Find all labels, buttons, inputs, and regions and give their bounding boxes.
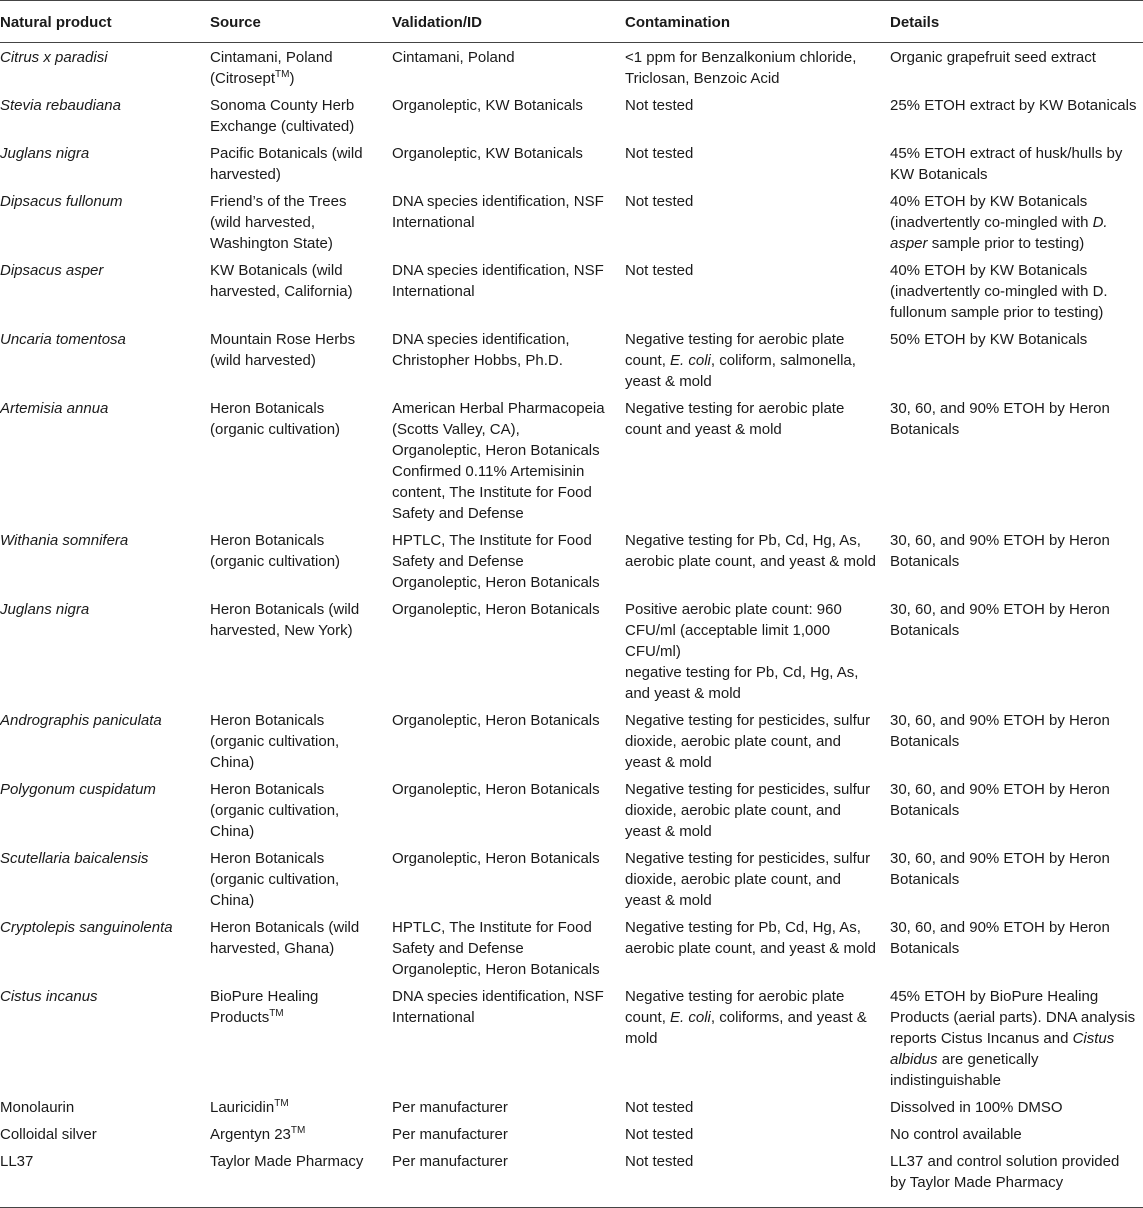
cell-details	[884, 43, 1143, 92]
details-italic: D. asper	[890, 214, 1108, 252]
contamination-text: <1 ppm for Benzalkonium chloride, Triclosan, Benzoic Acid	[625, 49, 857, 87]
cell-natural-product	[0, 982, 204, 1093]
source-text: Heron Botanicals (wild harvested, Ghana)	[210, 919, 360, 957]
source-text: Taylor Made Pharmacy	[210, 1153, 364, 1170]
cell-contamination	[619, 1147, 884, 1208]
cell-natural-product	[0, 1120, 204, 1147]
cell-details	[884, 913, 1143, 982]
cell-natural-product	[0, 256, 204, 325]
details-text: 50% ETOH by KW Botanicals	[890, 331, 1088, 348]
details-text: 40% ETOH by KW Botanicals (inadvertently co-mingled with	[890, 193, 1093, 231]
table-row	[0, 595, 1143, 706]
table-body	[0, 43, 1143, 1208]
cell-natural-product	[0, 913, 204, 982]
source-text: Cintamani, Poland (Citrosept	[210, 49, 333, 87]
cell-contamination	[619, 187, 884, 256]
details-text-after: sample prior to testing)	[927, 235, 1085, 252]
cell-source	[204, 595, 386, 706]
product-name: Juglans nigra	[0, 601, 90, 618]
cell-source	[204, 1120, 386, 1147]
cell-details	[884, 187, 1143, 256]
product-name: Cistus incanus	[0, 988, 98, 1005]
header-source: Source	[204, 1, 386, 43]
cell-validation	[386, 1093, 619, 1120]
cell-contamination	[619, 91, 884, 139]
cell-details	[884, 91, 1143, 139]
cell-source	[204, 844, 386, 913]
source-text: Heron Botanicals (organic cultivation)	[210, 400, 341, 438]
cell-details	[884, 1120, 1143, 1147]
product-name: Andrographis paniculata	[0, 712, 162, 729]
contamination-text: Negative testing for aerobic plate count,	[625, 988, 845, 1026]
cell-validation	[386, 43, 619, 92]
contamination-text: Not tested	[625, 262, 694, 279]
details-text: 30, 60, and 90% ETOH by Heron Botanicals	[890, 781, 1110, 819]
cell-contamination	[619, 394, 884, 526]
source-text: Sonoma County Herb Exchange (cultivated)	[210, 97, 355, 135]
cell-natural-product	[0, 526, 204, 595]
cell-source	[204, 139, 386, 187]
cell-contamination	[619, 844, 884, 913]
table-row	[0, 982, 1143, 1093]
cell-source	[204, 1093, 386, 1120]
product-name: Withania somnifera	[0, 532, 129, 549]
cell-contamination	[619, 982, 884, 1093]
header-contamination: Contamination	[619, 1, 884, 43]
product-name: LL37	[0, 1153, 34, 1170]
cell-natural-product	[0, 1093, 204, 1120]
cell-source	[204, 706, 386, 775]
cell-details	[884, 595, 1143, 706]
source-text: Heron Botanicals (organic cultivation, China)	[210, 781, 340, 840]
table-row	[0, 139, 1143, 187]
cell-validation	[386, 394, 619, 526]
cell-source	[204, 394, 386, 526]
contamination-text: Negative testing for pesticides, sulfur dioxide, aerobic plate count, and yeast & mold	[625, 712, 871, 771]
contamination-text: Negative testing for Pb, Cd, Hg, As, aerobic plate count, and yeast & mold	[625, 532, 876, 570]
product-name: Dipsacus asper	[0, 262, 104, 279]
contamination-text: Positive aerobic plate count: 960 CFU/ml (acceptable limit 1,000 CFU/ml)	[625, 601, 842, 660]
validation-text-2: Organoleptic, Heron Botanicals	[392, 574, 600, 591]
cell-validation	[386, 91, 619, 139]
source-text: Heron Botanicals (organic cultivation)	[210, 532, 341, 570]
table-row	[0, 706, 1143, 775]
details-text: No control available	[890, 1126, 1022, 1143]
cell-validation	[386, 982, 619, 1093]
cell-natural-product	[0, 91, 204, 139]
validation-text: DNA species identification, NSF International	[392, 988, 604, 1026]
cell-details	[884, 706, 1143, 775]
cell-contamination	[619, 526, 884, 595]
cell-source	[204, 775, 386, 844]
cell-contamination	[619, 43, 884, 92]
contamination-text: Negative testing for aerobic plate count and yeast & mold	[625, 400, 845, 438]
cell-validation	[386, 256, 619, 325]
cell-details	[884, 139, 1143, 187]
cell-contamination	[619, 139, 884, 187]
contamination-italic: E. coli	[670, 1009, 711, 1026]
validation-text: American Herbal Pharmacopeia (Scotts Valley, CA), Organoleptic, Heron Botanicals	[392, 400, 605, 459]
validation-text: HPTLC, The Institute for Food Safety and Defense	[392, 532, 592, 570]
cell-contamination	[619, 913, 884, 982]
details-text: Organic grapefruit seed extract	[890, 49, 1096, 66]
source-text: Heron Botanicals (organic cultivation, China)	[210, 850, 340, 909]
cell-details	[884, 982, 1143, 1093]
product-name: Scutellaria baicalensis	[0, 850, 149, 867]
product-name: Monolaurin	[0, 1099, 75, 1116]
validation-text-2: Organoleptic, Heron Botanicals	[392, 961, 600, 978]
details-text: 30, 60, and 90% ETOH by Heron Botanicals	[890, 712, 1110, 750]
cell-natural-product	[0, 844, 204, 913]
validation-text: Cintamani, Poland	[392, 49, 515, 66]
details-text-after: are genetically indistinguishable	[890, 1051, 1039, 1089]
cell-validation	[386, 775, 619, 844]
contamination-italic: E. coli	[670, 352, 711, 369]
cell-validation	[386, 913, 619, 982]
source-text: Pacific Botanicals (wild harvested)	[210, 145, 363, 183]
cell-source	[204, 256, 386, 325]
details-text: 30, 60, and 90% ETOH by Heron Botanicals	[890, 850, 1110, 888]
cell-natural-product	[0, 394, 204, 526]
table-row	[0, 394, 1143, 526]
details-text: LL37 and control solution provided by Taylor Made Pharmacy	[890, 1153, 1120, 1191]
cell-details	[884, 325, 1143, 394]
validation-text: Per manufacturer	[392, 1153, 508, 1170]
details-text: 30, 60, and 90% ETOH by Heron Botanicals	[890, 532, 1110, 570]
cell-natural-product	[0, 706, 204, 775]
contamination-text: Not tested	[625, 97, 694, 114]
product-name: Stevia rebaudiana	[0, 97, 121, 114]
details-text: 25% ETOH extract by KW Botanicals	[890, 97, 1137, 114]
source-text: Heron Botanicals (organic cultivation, China)	[210, 712, 340, 771]
cell-source	[204, 187, 386, 256]
validation-text: Per manufacturer	[392, 1099, 508, 1116]
cell-natural-product	[0, 187, 204, 256]
cell-natural-product	[0, 43, 204, 92]
contamination-text: Negative testing for Pb, Cd, Hg, As, aerobic plate count, and yeast & mold	[625, 919, 876, 957]
cell-details	[884, 1147, 1143, 1208]
cell-natural-product	[0, 139, 204, 187]
table-row	[0, 1093, 1143, 1120]
contamination-text: Not tested	[625, 1153, 694, 1170]
cell-validation	[386, 325, 619, 394]
product-name: Artemisia annua	[0, 400, 109, 417]
cell-validation	[386, 187, 619, 256]
source-text: Lauricidin	[210, 1099, 275, 1116]
cell-source	[204, 526, 386, 595]
contamination-text: Not tested	[625, 1099, 694, 1116]
contamination-text-after: , coliforms, and yeast & mold	[625, 1009, 867, 1047]
product-name: Polygonum cuspidatum	[0, 781, 156, 798]
cell-contamination	[619, 595, 884, 706]
table-row	[0, 1120, 1143, 1147]
product-name: Citrus x paradisi	[0, 49, 108, 66]
source-text: KW Botanicals (wild harvested, California)	[210, 262, 353, 300]
cell-details	[884, 394, 1143, 526]
table-row	[0, 1147, 1143, 1208]
cell-validation	[386, 1120, 619, 1147]
contamination-text-2: negative testing for Pb, Cd, Hg, As, and yeast & mold	[625, 664, 859, 702]
cell-contamination	[619, 706, 884, 775]
source-text: BioPure Healing Products	[210, 988, 319, 1026]
product-name: Dipsacus fullonum	[0, 193, 123, 210]
cell-details	[884, 256, 1143, 325]
header-details: Details	[884, 1, 1143, 43]
trademark-mark: TM	[274, 1098, 289, 1109]
validation-text: Organoleptic, KW Botanicals	[392, 97, 583, 114]
source-text: Heron Botanicals (wild harvested, New York)	[210, 601, 360, 639]
details-italic: Cistus albidus	[890, 1030, 1115, 1068]
details-text: 30, 60, and 90% ETOH by Heron Botanicals	[890, 919, 1110, 957]
details-text: 45% ETOH extract of husk/hulls by KW Botanicals	[890, 145, 1123, 183]
header-row	[0, 1, 1143, 43]
header-validation: Validation/ID	[386, 1, 619, 43]
trademark-mark: TM	[290, 1125, 306, 1136]
cell-source	[204, 982, 386, 1093]
cell-details	[884, 1093, 1143, 1120]
contamination-text: Negative testing for aerobic plate count,	[625, 331, 845, 369]
table-row	[0, 91, 1143, 139]
cell-source	[204, 325, 386, 394]
table-row	[0, 325, 1143, 394]
source-text: Friend’s of the Trees (wild harvested, Washington State)	[210, 193, 347, 252]
table-row	[0, 526, 1143, 595]
cell-source	[204, 91, 386, 139]
source-text: Mountain Rose Herbs (wild harvested)	[210, 331, 356, 369]
validation-text: DNA species identification, NSF International	[392, 193, 604, 231]
cell-validation	[386, 139, 619, 187]
validation-text-2: Confirmed 0.11% Artemisinin content, The Institute for Food Safety and Defense	[392, 463, 592, 522]
cell-natural-product	[0, 325, 204, 394]
cell-natural-product	[0, 1147, 204, 1208]
table-row	[0, 43, 1143, 92]
cell-validation	[386, 526, 619, 595]
table-header	[0, 1, 1143, 43]
product-name: Juglans nigra	[0, 145, 90, 162]
contamination-text: Negative testing for pesticides, sulfur dioxide, aerobic plate count, and yeast & mold	[625, 781, 871, 840]
cell-details	[884, 526, 1143, 595]
cell-validation	[386, 595, 619, 706]
cell-contamination	[619, 325, 884, 394]
validation-text: Organoleptic, Heron Botanicals	[392, 712, 600, 729]
details-text: 30, 60, and 90% ETOH by Heron Botanicals	[890, 400, 1110, 438]
cell-contamination	[619, 1120, 884, 1147]
validation-text: DNA species identification, NSF International	[392, 262, 604, 300]
contamination-text-after: , coliform, salmonella, yeast & mold	[625, 352, 856, 390]
validation-text: Organoleptic, KW Botanicals	[392, 145, 583, 162]
product-name: Colloidal silver	[0, 1126, 97, 1143]
details-text: 40% ETOH by KW Botanicals (inadvertently co-mingled with D. fullonum sample prior to testing)	[890, 262, 1108, 321]
cell-validation	[386, 844, 619, 913]
cell-details	[884, 775, 1143, 844]
validation-text: Organoleptic, Heron Botanicals	[392, 601, 600, 618]
product-name: Cryptolepis sanguinolenta	[0, 919, 173, 936]
details-text: 30, 60, and 90% ETOH by Heron Botanicals	[890, 601, 1110, 639]
cell-contamination	[619, 775, 884, 844]
table-row	[0, 913, 1143, 982]
validation-text: Organoleptic, Heron Botanicals	[392, 781, 600, 798]
cell-source	[204, 913, 386, 982]
details-text: 45% ETOH by BioPure Healing Products (aerial parts). DNA analysis reports Cistus Incanus and	[890, 988, 1136, 1047]
contamination-text: Not tested	[625, 193, 694, 210]
header-natural-product: Natural product	[0, 1, 204, 43]
cell-validation	[386, 1147, 619, 1208]
trademark-mark: TM	[269, 1008, 284, 1019]
contamination-text: Not tested	[625, 145, 694, 162]
contamination-text: Negative testing for pesticides, sulfur dioxide, aerobic plate count, and yeast & mold	[625, 850, 871, 909]
source-text: Argentyn 23	[210, 1126, 291, 1143]
cell-source	[204, 43, 386, 92]
table-row	[0, 256, 1143, 325]
cell-contamination	[619, 256, 884, 325]
validation-text: Per manufacturer	[392, 1126, 508, 1143]
validation-text: HPTLC, The Institute for Food Safety and Defense	[392, 919, 592, 957]
table-row	[0, 775, 1143, 844]
cell-source	[204, 1147, 386, 1208]
table-row	[0, 844, 1143, 913]
validation-text: Organoleptic, Heron Botanicals	[392, 850, 600, 867]
cell-natural-product	[0, 595, 204, 706]
source-text-after: )	[289, 70, 295, 87]
table-row	[0, 187, 1143, 256]
details-text: Dissolved in 100% DMSO	[890, 1099, 1063, 1116]
cell-contamination	[619, 1093, 884, 1120]
cell-natural-product	[0, 775, 204, 844]
product-name: Uncaria tomentosa	[0, 331, 126, 348]
trademark-mark: TM	[275, 69, 290, 80]
cell-validation	[386, 706, 619, 775]
contamination-text: Not tested	[625, 1126, 694, 1143]
validation-text: DNA species identification, Christopher Hobbs, Ph.D.	[392, 331, 570, 369]
cell-details	[884, 844, 1143, 913]
